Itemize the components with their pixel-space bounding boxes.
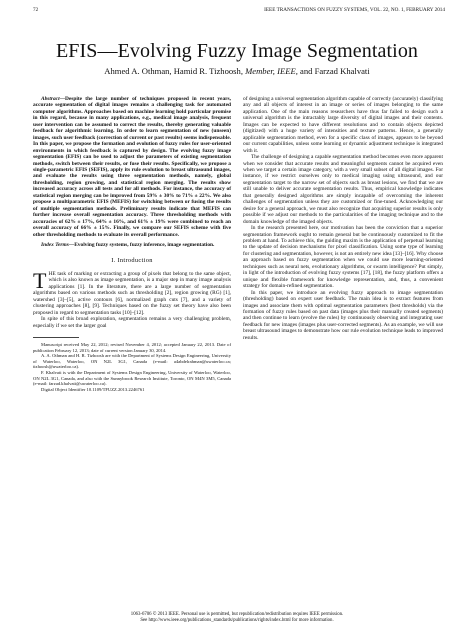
journal-name: IEEE TRANSACTIONS ON FUZZY SYSTEMS, VOL. 22, NO. 1, FEBRUARY 2014 (264, 7, 445, 13)
body-paragraph-4: In this paper, we introduce an evolving fuzzy approach to image segmentation (thresholding) based on expert user feedback. The main idea is to extract features from images and associate them with optimal segmentation parameters (best thresholds) via the formation of fuzzy rules based on past data (images plus their manually created segments) and then continue to learn (evolve the rules) by continuously observing and integrating user feedback for new images (images plus user-corrected segments). As an example, we will use breast ultrasound images to demonstrate how our rule evolution technique leads to improved results. (243, 289, 443, 341)
footnote-doi: Digital Object Identifier 10.1109/TFUZZ.2013.2246761 (41, 386, 145, 392)
body-paragraph-2: The challenge of designing a capable segmentation method becomes even more apparent when we consider that accurate results and meaningful segments cannot be acquired even when we target a certain image category, with a very small subset of all digital images. For instance, if we restrict ourselves only to medical imaging using ultrasound, and our segmentation target to the narrow set of objects such as breast lesions, we find that we are still unable to deliver accurate segmentation results. Thus, empirical knowledge indicates that generally designed algorithms are simply incapable of overcoming the inherent challenges of segmentation unless they are customized or fine-tuned. Acknowledging our desire for a general approach, we must also recognize that acquiring superior results is only possible if we adjust our methods to the particularities of the imaging technique and to the domain knowledge of the imaged objects. (243, 154, 443, 225)
footnote-rule (33, 337, 79, 338)
abstract-text: —Despite the large number of techniques proposed in recent years, accurate segmentation of digital images remains a challenging task for automated computer algorithms. Approaches based on machine learning hold particular promise in this regard, because in many applications, e.g., medical image analysis, frequent user intervention can be assumed to correct the results, thereby generating valuable feedback for algorithmic learning. In order to learn segmentation of new (unseen) images, such user feedback (correction of current or past results) seems indispensable. In this paper, we propose the formation and evolution of fuzzy rules for user-oriented environments in which feedback is captured by design. The evolving fuzzy image segmentation (EFIS) can be used to adjust the parameters of existing segmentation methods, switch between their results, or fuse their results. Specifically, we propose a single-parametric EFIS (SEFIS), apply its rule evolution to breast ultrasound images, and evaluate the results using three segmentation methods, namely, global thresholding, region growing, and statistical region merging. The results show increased accuracy across all tests and for all methods. For instance, the accuracy of statistical region merging can be improved from 59% ± 30% to 71% ± 22%. We also propose a multiparametric EFIS (MEFIS) for switching between or fusing the results of multiple segmentation methods. Preliminary results indicate that MEFIS can further increase overall segmentation accuracy. Three thresholding methods with accuracies of 62% ± 17%, 64% ± 16%, and 61% ± 19% were combined to reach an overall accuracy of 66% ± 15%. Finally, we compare our SEFIS scheme with five other thresholding methods to evaluate its overall performance. (33, 96, 231, 238)
author-line (0, 66, 474, 76)
body-paragraph-1: of designing a universal segmentation algorithm capable of correctly (accurately) classifying any and all objects of interest in an image or series of images belonging to the same application. One of the main reasons researchers have thus far failed to design such a universal algorithm is the intractably large diversity of digital images and their contents. Images can be expected to have different resolutions and to contain objects depicted (digitized) with a huge variety of intensities and texture patterns. Hence, a generally applicable segmentation method, even for a specific class of images, appears to be beyond our current capabilities, unless some learning or dynamic adjustment technique is integrated with it. (243, 96, 443, 154)
author-membership: Member, IEEE, (245, 66, 298, 76)
paper-title: EFIS—Evolving Fuzzy Image Segmentation (55, 40, 419, 62)
author-last: and Farzad Khalvati (300, 66, 370, 76)
index-terms-lead: Index Terms (41, 241, 69, 248)
section-heading-introduction: I. Introduction (111, 257, 153, 265)
index-terms (33, 242, 231, 248)
footnote-received: Manuscript received May 22, 2012; revised November 4, 2012; accepted January 22, 2013. Date of publication February 12, 2013; date of current version January 30, 2014. (33, 341, 231, 353)
abstract-lead: Abstract (41, 96, 60, 102)
intro-paragraph-1 (33, 267, 231, 316)
left-column (33, 96, 231, 392)
copyright-line-2: See http://www.ieee.org/publications_standards/publications/rights/index.html for more information. (140, 618, 334, 623)
footnote-author-2: F. Khalvati is with the Department of Systems Design Engineering, University of Waterloo, Waterloo, ON N2L 3G1, Canada, and also with the Sunnybrook Research Institute, Toronto, ON M4N 3M5, Canada (e-mail: farzad.khalvati@uwaterloo.ca). (33, 369, 231, 387)
copyright-line-1: 1063-6706 © 2013 IEEE. Personal use is permitted, but republication/redistribution requires IEEE permission. (130, 612, 344, 617)
running-head (33, 7, 445, 13)
author-names: Ahmed A. Othman, Hamid R. Tizhoosh, (104, 66, 243, 76)
copyright-footer (0, 612, 474, 624)
intro-paragraph-2: In spite of this broad exploration, segmentation remains a very challenging problem, especially if we set the larger goal (33, 316, 231, 329)
drop-cap: T (33, 267, 47, 293)
intro-paragraph-1-text: HE task of marking or extracting a group of pixels that belong to the same object, which is also known as image segmentation, is a major step in many image analysis applications [1]. In the literature, there are a large number of segmentation algorithms based on various methods such as thresholding [2], region growing (RG) [1], watershed [3]–[5], active contours [6], normalized graph cuts [7], and a variety of clustering approaches [8], [9]. Techniques based on the fuzzy set theory have also been proposed in regard to segmentation tasks [10]–[12]. (33, 270, 231, 316)
abstract (33, 96, 231, 238)
footnote-author-1: A. A. Othman and H. R. Tizhoosh are with the Department of Systems Design Engineering, University of Waterloo, Waterloo, ON N2L 3G1, Canada (e-mail: a4abdelrahman@uwaterloo.ca; tizhoosh@uwaterloo.ca). (33, 353, 231, 370)
index-terms-text: —Evolving fuzzy systems, fuzzy inference, image segmentation. (68, 241, 215, 248)
page-number: 72 (33, 7, 39, 13)
body-paragraph-3: In the research presented here, our motivation has been the conviction that a superior segmentation framework ought to remain general but be continuously customized to fit the problem at hand. To achieve this, the guiding maxim is the application of perpetual learning to the update of decision mechanisms for pixel classification. Using some type of learning for clustering and segmentation, however, is not an entirely new idea [13]–[16]. Why choose an approach based on fuzzy segmentation when we could use more learning-oriented techniques such as neural nets, evolutionary algorithms, or swarm intelligence? Put simply, in light of the introduction of evolving fuzzy systems [17], [18], the fuzzy platform offers a unique and flexible framework for knowledge representation, and, thus, a convenient strategy for domain-refined segmentation. (243, 225, 443, 290)
right-column (243, 96, 443, 341)
